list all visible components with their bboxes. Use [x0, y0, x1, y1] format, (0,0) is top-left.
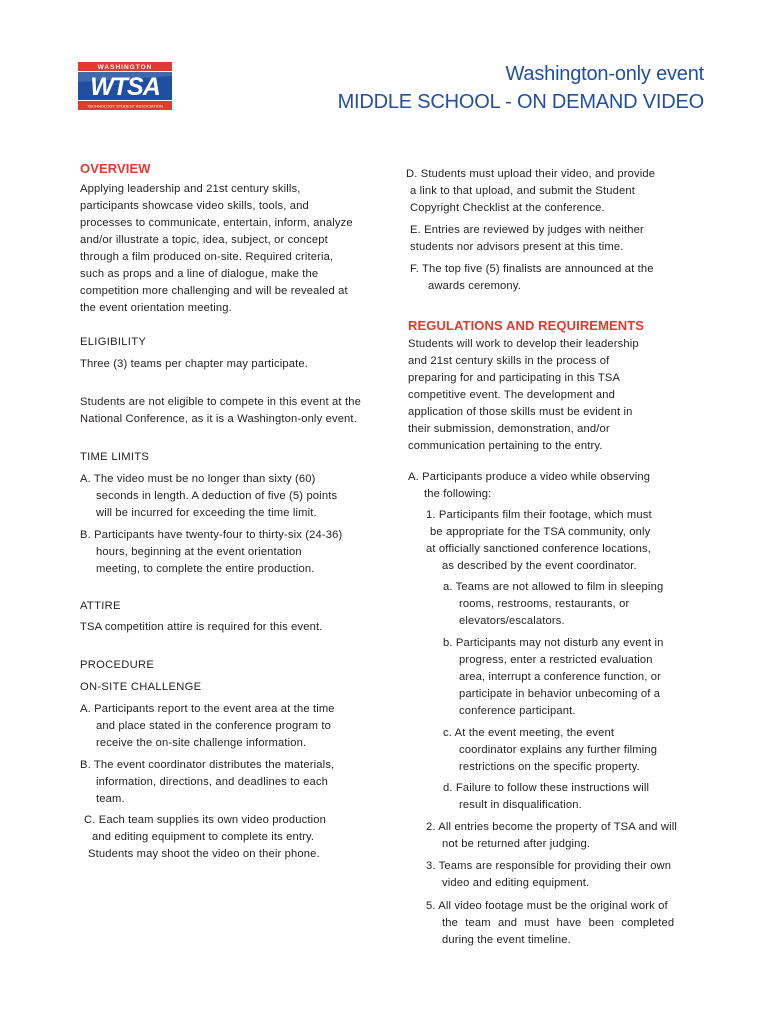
procedure-item-a — [80, 701, 390, 752]
list-line: A. The video must be no longer than sixty (60) — [80, 473, 316, 485]
list-line: result in disqualification. — [459, 799, 582, 811]
list-line: a. Teams are not allowed to film in sleeping — [443, 581, 664, 593]
list-line: video and editing equipment. — [442, 877, 590, 889]
list-line: at officially sanctioned conference locations, — [426, 543, 651, 555]
list-line: not be returned after judging. — [442, 838, 591, 850]
intro-line: and 21st century skills in the process of — [408, 355, 610, 367]
list-line: participate in behavior unbecoming of a — [459, 688, 661, 700]
list-line: hours, beginning at the event orientation — [96, 546, 302, 558]
event-scope-title: Washington-only event — [505, 63, 704, 85]
eligibility-label: ELIGIBILITY — [80, 336, 147, 348]
overview-line: and/or illustrate a topic, idea, subject, or concept — [80, 234, 328, 246]
list-line: Copyright Checklist at the conference. — [410, 202, 605, 214]
intro-line: communication pertaining to the entry. — [408, 440, 603, 452]
onsite-challenge-label: ON-SITE CHALLENGE — [80, 681, 202, 693]
list-line: the team and must have been completed — [442, 917, 675, 929]
regulations-heading: REGULATIONS AND REQUIREMENTS — [408, 318, 645, 333]
list-line: progress, enter a restricted evaluation — [459, 654, 653, 666]
list-line: C. Each team supplies its own video production — [84, 814, 326, 826]
list-line: A. Participants produce a video while observing — [408, 471, 651, 483]
list-line: the following: — [424, 488, 492, 500]
intro-line: preparing for and participating in this TSA — [408, 372, 621, 384]
list-line: seconds in length. A deduction of five (5) points — [96, 490, 338, 502]
list-line: as described by the event coordinator. — [442, 560, 637, 572]
list-line: Students may shoot the video on their phone. — [88, 848, 320, 860]
procedure-item-e — [410, 222, 710, 256]
regulation-item-5 — [426, 898, 716, 949]
list-line: area, interrupt a conference function, or — [459, 671, 662, 683]
list-line: awards ceremony. — [428, 280, 521, 292]
list-line: meeting, to complete the entire production. — [96, 563, 315, 575]
overview-line: processes to communicate, entertain, inform, analyze — [80, 217, 353, 229]
list-line: restrictions on the specific property. — [459, 761, 640, 773]
list-line: students nor advisors present at this time. — [410, 241, 624, 253]
list-line: 3. Teams are responsible for providing their own — [426, 860, 672, 872]
eligibility-line: National Conference, as it is a Washington-only event. — [80, 413, 357, 425]
list-line: receive the on-site challenge information. — [96, 737, 307, 749]
time-limit-item-a — [80, 471, 390, 522]
logo-wordmark: WTSA — [90, 73, 160, 101]
list-line: F. The top five (5) finalists are announced at the — [410, 263, 654, 275]
regulation-item-a — [408, 469, 708, 503]
regulation-item-2 — [426, 819, 716, 853]
event-name-title: MIDDLE SCHOOL - ON DEMAND VIDEO — [337, 91, 704, 113]
time-limit-item-b — [80, 527, 390, 578]
logo-bottom-text: TECHNOLOGY STUDENT ASSOCIATION — [87, 103, 163, 109]
eligibility-teams: Three (3) teams per chapter may participate. — [80, 358, 308, 370]
intro-line: competitive event. The development and — [408, 389, 615, 401]
list-line: b. Participants may not disturb any event in — [443, 637, 664, 649]
overview-line: competition more challenging and will be revealed at — [80, 285, 348, 297]
list-line: during the event timeline. — [442, 934, 571, 946]
overview-text — [80, 181, 390, 317]
time-limits-label: TIME LIMITS — [80, 451, 150, 463]
list-line: E. Entries are reviewed by judges with neither — [410, 224, 644, 236]
list-line: d. Failure to follow these instructions will — [443, 782, 650, 794]
procedure-item-b — [80, 757, 390, 808]
procedure-item-c — [84, 812, 394, 863]
overview-line: the event orientation meeting. — [80, 302, 232, 314]
logo-top-text: WASHINGTON — [97, 64, 153, 71]
list-line: 1. Participants film their footage, which must — [426, 509, 652, 521]
list-line: A. Participants report to the event area at the time — [80, 703, 335, 715]
overview-heading: OVERVIEW — [80, 161, 151, 176]
wtsa-logo — [78, 62, 172, 110]
list-line: conference participant. — [459, 705, 576, 717]
list-line: D. Students must upload their video, and provide — [406, 168, 656, 180]
eligibility-line: Students are not eligible to compete in this event at the — [80, 396, 361, 408]
regulation-subitem-b — [443, 635, 713, 720]
eligibility-national — [80, 394, 390, 428]
regulation-item-3 — [426, 858, 716, 892]
list-line: B. Participants have twenty-four to thirty-six (24-36) — [80, 529, 343, 541]
list-line: elevators/escalators. — [459, 615, 565, 627]
list-line: c. At the event meeting, the event — [443, 727, 615, 739]
list-line: a link to that upload, and submit the Student — [410, 185, 636, 197]
list-line: and editing equipment to complete its entry. — [92, 831, 315, 843]
procedure-item-f — [410, 261, 710, 295]
regulation-subitem-a — [443, 579, 713, 630]
list-line: B. The event coordinator distributes the materials, — [80, 759, 335, 771]
intro-line: Students will work to develop their leadership — [408, 338, 639, 350]
list-line: be appropriate for the TSA community, only — [430, 526, 651, 538]
overview-line: such as props and a line of dialogue, make the — [80, 268, 319, 280]
regulations-intro — [408, 336, 708, 455]
overview-line: through a film produced on-site. Required criteria, — [80, 251, 334, 263]
list-line: coordinator explains any further filming — [459, 744, 658, 756]
overview-line: participants showcase video skills, tools, and — [80, 200, 309, 212]
regulation-item-1 — [426, 507, 716, 575]
list-line: team. — [96, 793, 125, 805]
regulation-subitem-c — [443, 725, 713, 776]
list-line: will be incurred for exceeding the time limit. — [96, 507, 317, 519]
list-line: 2. All entries become the property of TSA and will — [426, 821, 678, 833]
list-line: 5. All video footage must be the original work of — [426, 900, 668, 912]
attire-label: ATTIRE — [80, 600, 121, 612]
procedure-item-d — [406, 166, 706, 217]
regulation-subitem-d — [443, 780, 713, 814]
intro-line: application of those skills must be evident in — [408, 406, 633, 418]
intro-line: their submission, demonstration, and/or — [408, 423, 610, 435]
wtsa-logo-graphic — [78, 62, 172, 110]
list-line: and place stated in the conference program to — [96, 720, 331, 732]
list-line: information, directions, and deadlines to each — [96, 776, 329, 788]
list-line: rooms, restrooms, restaurants, or — [459, 598, 630, 610]
attire-text: TSA competition attire is required for this event. — [80, 621, 323, 633]
overview-line: Applying leadership and 21st century skills, — [80, 183, 301, 195]
procedure-label: PROCEDURE — [80, 659, 155, 671]
